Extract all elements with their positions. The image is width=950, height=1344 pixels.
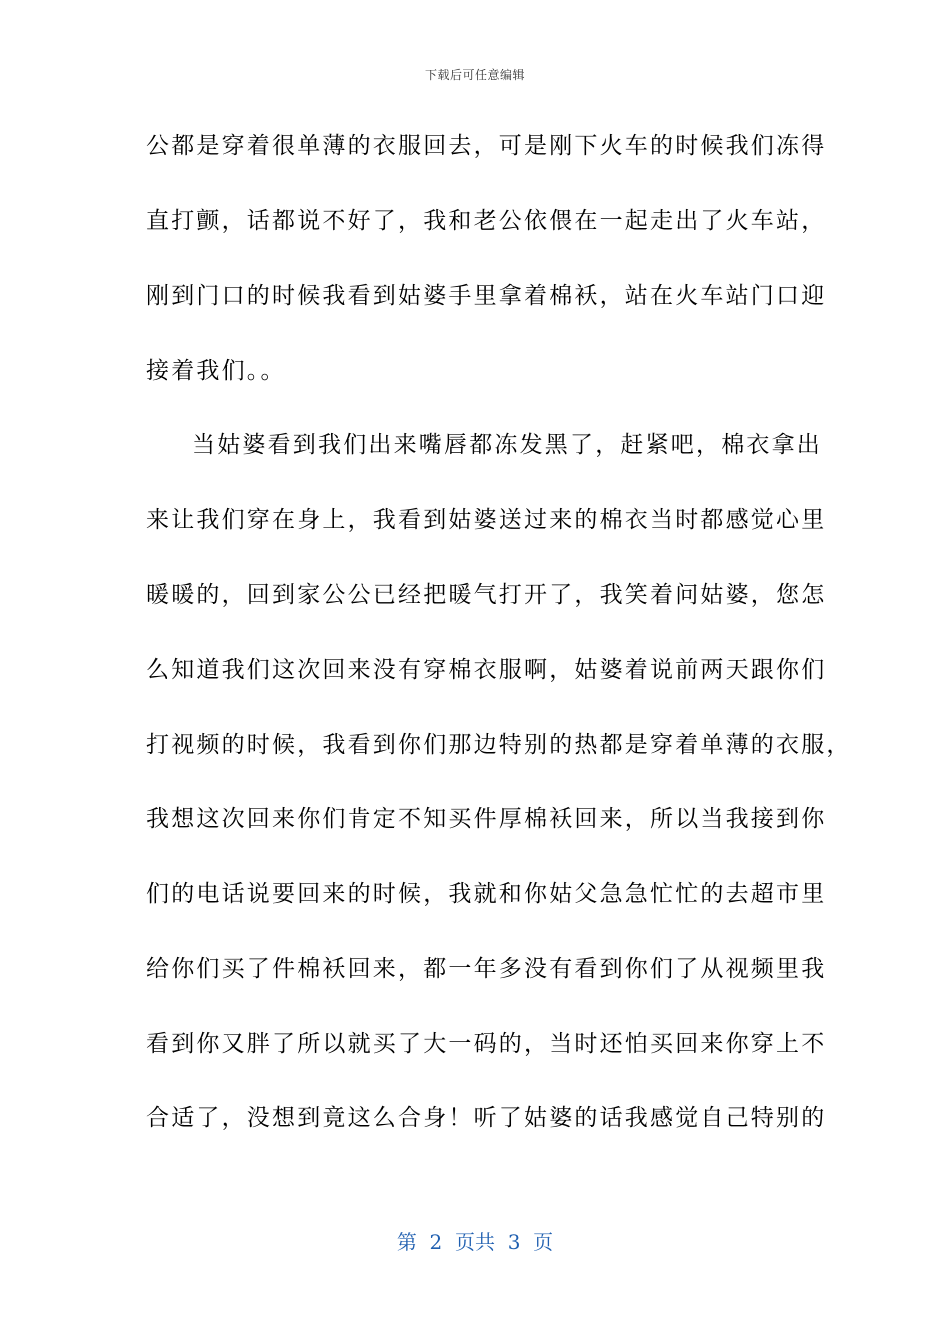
page-header: 下载后可任意编辑: [424, 68, 525, 82]
text-line: 们的电话说要回来的时候，我就和你姑父急急忙忙的去超市里: [146, 881, 827, 907]
page-footer: 第 2 页共 3 页: [396, 1230, 554, 1254]
text-line: 刚到门口的时候我看到姑婆手里拿着棉袄，站在火车站门口迎: [146, 283, 827, 309]
text-line: 直打颤，话都说不好了，我和老公依偎在一起走出了火车站，: [146, 208, 827, 234]
text-line: 公都是穿着很单薄的衣服回去，可是刚下火车的时候我们冻得: [146, 133, 827, 159]
text-line: 来让我们穿在身上，我看到姑婆送过来的棉衣当时都感觉心里: [146, 507, 827, 533]
text-line: 合适了，没想到竟这么合身！听了姑婆的话我感觉自己特别的: [146, 1105, 827, 1131]
text-line: 我想这次回来你们肯定不知买件厚棉袄回来，所以当我接到你: [146, 806, 827, 832]
text-line: 暖暖的，回到家公公已经把暖气打开了，我笑着问姑婆，您怎: [146, 582, 827, 608]
text-line: 接着我们。。: [146, 358, 286, 384]
text-line: 给你们买了件棉袄回来，都一年多没有看到你们了从视频里我: [146, 956, 827, 982]
paragraph-first-line: 当姑婆看到我们出来嘴唇都冻发黑了，赶紧吧，棉衣拿出: [192, 432, 822, 458]
text-line: 看到你又胖了所以就买了大一码的，当时还怕买回来你穿上不: [146, 1031, 827, 1057]
text-line: 打视频的时候，我看到你们那边特别的热都是穿着单薄的衣服，: [146, 732, 852, 758]
text-line: 么知道我们这次回来没有穿棉衣服啊，姑婆着说前两天跟你们: [146, 657, 827, 683]
